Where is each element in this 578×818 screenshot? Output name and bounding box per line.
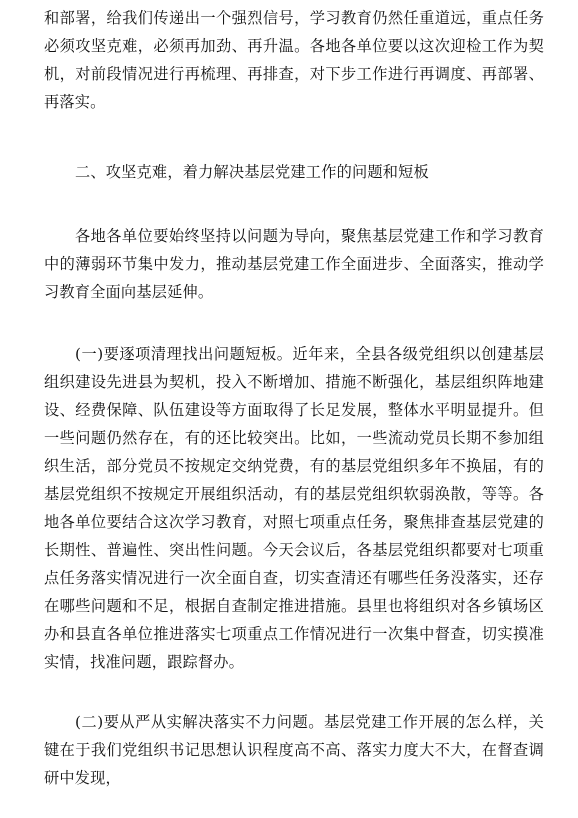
- paragraph-4: (一)要逐项清理找出问题短板。近年来，全县各级党组织以创建基层组织建设先进县为契机，投入不断增加、措施不断强化，基层组织阵地建设、经费保障、队伍建设等方面取得了长足发展，整体水平明显提升。但一些问题仍然存在，有的还比较突出。比如，一些流动党员长期不参加组织生活，部分党员不按规定交纳党费，有的基层党组织多年不换届，有的基层党组织不按规定开展组织活动，有的基层党组织软弱涣散，等等。各地各单位要结合这次学习教育，对照七项重点任务，聚焦排查基层党建的长期性、普遍性、突出性问题。今天会议后，各基层党组织都要对七项重点任务落实情况进行一次全面自查，切实查清还有哪些任务没落实，还存在哪些问题和不足，根据自查制定推进措施。县里也将组织对各乡镇场区办和县直各单位推进落实七项重点工作情况进行一次集中督查，切实摸准实情，找准问题，跟踪督办。: [44, 345, 544, 671]
- paragraph-5: (二)要从严从实解决落实不力问题。基层党建工作开展的怎么样，关键在于我们党组织书记思想认识程度高不高、落实力度大不大，在督查调研中发现，: [44, 713, 544, 787]
- section-heading-2: 二、攻坚克难，着力解决基层党建工作的问题和短板: [75, 163, 429, 181]
- paragraph-1: 和部署，给我们传递出一个强烈信号，学习教育仍然任重道远，重点任务必须攻坚克难，必须再加劲、再升温。各地各单位要以这次迎检工作为契机，对前段情况进行再梳理、再排查，对下步工作进行再调度、再部署、再落实。: [44, 9, 544, 111]
- paragraph-3: 各地各单位要始终坚持以问题为导向，聚焦基层党建工作和学习教育中的薄弱环节集中发力，推动基层党建工作全面进步、全面落实，推动学习教育全面向基层延伸。: [44, 227, 544, 301]
